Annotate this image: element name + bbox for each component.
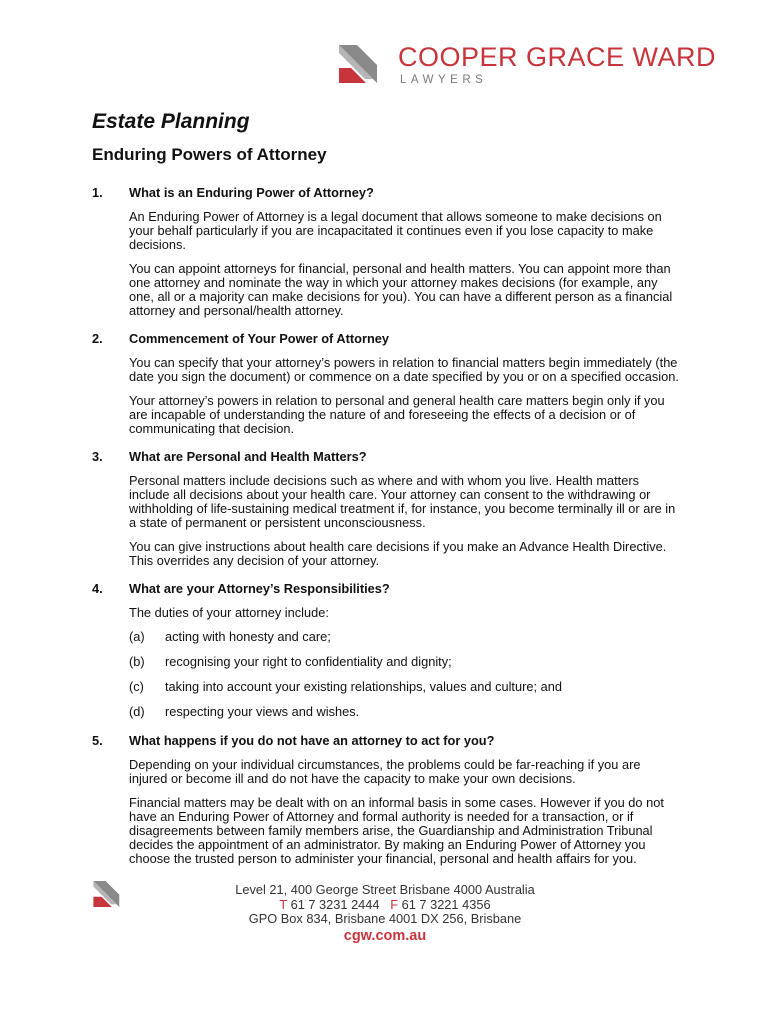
paragraph: You can specify that your attorney’s powers in relation to financial matters begin immediately (the date you sign the document) or commence on a date specified by you or on a specified occasion. <box>129 355 679 384</box>
list-item <box>129 680 682 694</box>
paragraph: Personal matters include decisions such as where and with whom you live. Health matters include all decisions about your health care. Your attorney can consent to the withdrawing or withholding of life-sustaining medical treatment if, for instance, you become terminally ill or are in a state of permanent or persistent unconsciousness. <box>129 473 676 530</box>
paragraph: Depending on your individual circumstances, the problems could be far-reaching if you are injured or become ill and do not have the capacity to make your own decisions. <box>129 757 641 786</box>
list-label: (b) <box>129 654 145 669</box>
header-logo <box>337 42 717 86</box>
list-item <box>129 705 682 719</box>
brand-name: COOPER GRACE WARD <box>398 42 717 72</box>
phone-number: 61 7 3231 2444 <box>290 896 380 912</box>
section-number: 3. <box>92 449 103 464</box>
list-item <box>129 655 682 669</box>
section-title: What are Personal and Health Matters? <box>129 449 367 464</box>
paragraph: Your attorney’s powers in relation to personal and general health care matters begin only if you are incapable of understanding the nature of and foreseeing the effects of a decision or of communicating that decision. <box>129 393 665 436</box>
list-text: taking into account your existing relationships, values and culture; and <box>165 679 562 694</box>
brand-subtitle: LAWYERS <box>400 74 488 86</box>
list-text: respecting your views and wishes. <box>165 704 360 719</box>
document-body <box>92 186 682 876</box>
phone-label: T <box>279 896 288 912</box>
footer-contact <box>180 883 590 943</box>
list-item <box>129 630 682 644</box>
section-number: 2. <box>92 331 103 346</box>
cgw-logo-icon <box>92 879 122 909</box>
list-text: recognising your right to confidentiality and dignity; <box>165 654 452 669</box>
paragraph: You can appoint attorneys for financial, personal and health matters. You can appoint more than one attorney and nominate the way in which your attorney makes decisions (for example, any one, all or a majority can make decisions for you). You can have a different person as a financial attorney and personal/health attorney. <box>129 261 673 318</box>
section-heading <box>92 734 682 748</box>
fax-number: 61 7 3221 4356 <box>401 896 491 912</box>
section-title: What happens if you do not have an attorney to act for you? <box>129 733 495 748</box>
section-title: What are your Attorney’s Responsibilities? <box>129 581 390 596</box>
section-heading <box>92 450 682 464</box>
section-heading <box>92 582 682 596</box>
footer-address: Level 21, 400 George Street Brisbane 4000 Australia <box>235 882 535 897</box>
section-heading <box>92 186 682 200</box>
list-label: (d) <box>129 704 145 719</box>
footer-po-box: GPO Box 834, Brisbane 4001 DX 256, Brisbane <box>248 911 522 926</box>
section-title: What is an Enduring Power of Attorney? <box>129 185 374 200</box>
paragraph: The duties of your attorney include: <box>129 605 329 620</box>
list-label: (a) <box>129 629 145 644</box>
section-number: 1. <box>92 185 103 200</box>
cgw-logo-icon <box>337 42 381 86</box>
section-number: 4. <box>92 581 103 596</box>
list-label: (c) <box>129 679 144 694</box>
paragraph: You can give instructions about health care decisions if you make an Advance Health Directive. This overrides any decision of your attorney. <box>129 539 667 568</box>
list-text: acting with honesty and care; <box>165 629 331 644</box>
document-title: Estate Planning <box>92 110 250 133</box>
document-subtitle: Enduring Powers of Attorney <box>92 145 327 164</box>
paragraph: An Enduring Power of Attorney is a legal document that allows someone to make decisions on your behalf particularly if you are incapacitated it continues even if you lose capacity to make decisions. <box>129 209 662 252</box>
website-link[interactable]: cgw.com.au <box>343 927 427 944</box>
paragraph: Financial matters may be dealt with on an informal basis in some cases. However if you do not have an Enduring Power of Attorney and formal authority is needed for a transaction, or if disagreements between family members arise, the Guardianship and Administration Tribunal decides the appointment of an administrator. By making an Enduring Power of Attorney you choose the trusted person to administer your financial, personal and health affairs for you. <box>129 795 664 866</box>
footer-phone-line <box>180 898 590 913</box>
section-title: Commencement of Your Power of Attorney <box>129 331 389 346</box>
fax-label: F <box>390 896 399 912</box>
section-number: 5. <box>92 733 103 748</box>
section-heading <box>92 332 682 346</box>
